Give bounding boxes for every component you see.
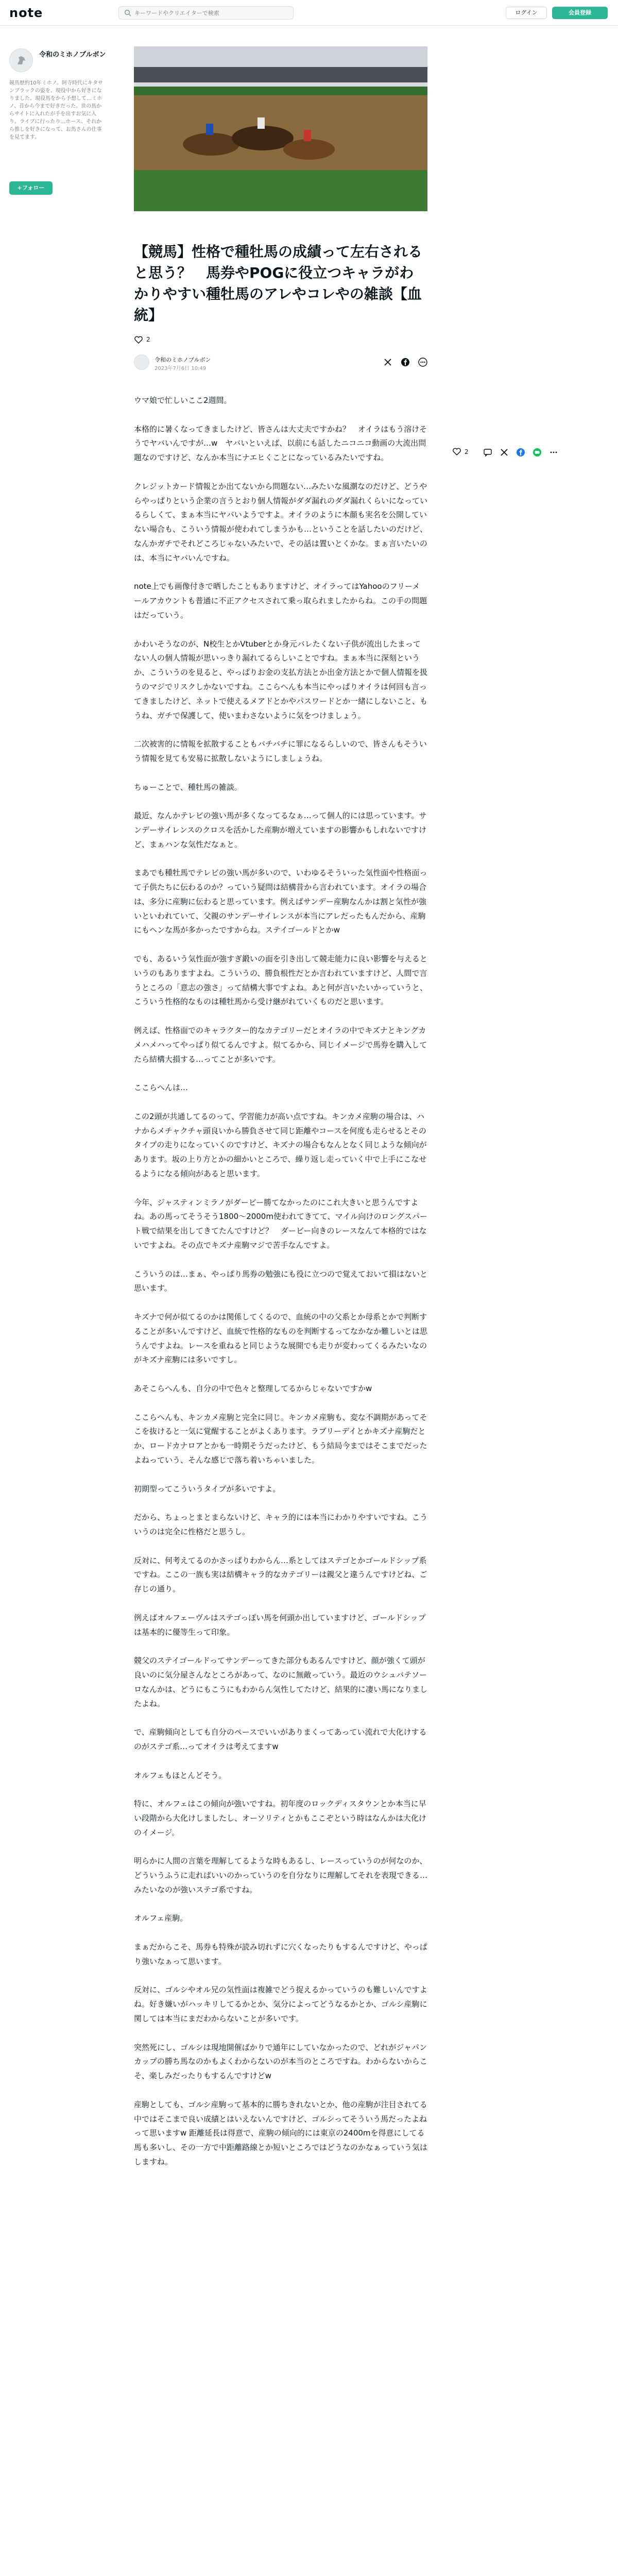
article-meta [134, 354, 427, 373]
paragraph: 産駒としても、ゴルシ産駒って基本的に勝ちきれないとか、他の産駒が注目されてる中ではそこまで良い成績とはいえないんですけど、ゴルシってそういう馬だったよねって思いますw 距離延長は得意で、産駒の傾向的には東京の2400mを得意にしてる馬も多いし、その一方で中距離路線とか短いところではどうなのかなぁっていう気はしますね。 [134, 2099, 427, 2167]
article-header [134, 241, 427, 326]
paragraph: ウマ娘で忙しいここ2週間。 [134, 396, 232, 405]
paragraph: 例えば、性格面でのキャラクター的なカテゴリーだとオイラの中でキズナとキングカメハメハってやっぱり似てるんですよ。似てるから、同じイメージで馬券を購入してたら結構大損する…ってことが多いです。 [134, 1026, 427, 1064]
paragraph: こういうのは…まぁ、やっぱり馬券の勉強にも役に立つので覚えておいて損はないと思います。 [134, 1269, 428, 1293]
facebook-share-icon[interactable] [401, 358, 410, 367]
note-logo[interactable]: note [9, 6, 43, 20]
header [0, 0, 618, 26]
paragraph: 本格的に暑くなってきましたけど、皆さんは大丈夫ですかね？ オイラはもう溶けそうでヤバいんですが…w ヤバいといえば、以前にも話したニコニコ動画の大流出問題なのですけど、なんか本当にナエヒくことになっているみたいですね。 [134, 424, 427, 463]
search-input[interactable] [134, 7, 289, 19]
meta-date: 2023年7月6日 10:49 [154, 366, 207, 371]
share-icons [383, 358, 427, 368]
x-share-icon[interactable] [383, 358, 392, 367]
heart-icon[interactable] [134, 335, 143, 345]
more-share-icon[interactable] [418, 358, 427, 367]
paragraph: 競父のステイゴールドってサンデーってきた部分もあるんですけど、顔が強くて頭が良いのに気分屋さんなところがあって、なのに無敵っていう。最近のウシュバテソーロなんかは、どうにもこうにもわからん気性してたけど、結果的に凄い馬になりましたよね。 [134, 1656, 428, 1708]
comment-icon[interactable] [483, 448, 492, 457]
paragraph: 初期型ってこういうタイプが多いですよ。 [134, 1484, 281, 1494]
paragraph: だから、ちょっとまとまらないけど、キャラ的には本当にわかりやすいですね。こういうのは完全に性格だと思うし。 [134, 1513, 428, 1536]
like-area [134, 335, 237, 345]
paragraph: オルフェ産駒。 [134, 1913, 188, 1923]
like-count: 2 [146, 336, 150, 343]
more-float-icon[interactable] [549, 448, 558, 457]
x-share-float-icon[interactable] [500, 448, 509, 457]
signup-button[interactable]: 会員登録 [552, 7, 608, 19]
floating-action-bar [452, 446, 607, 460]
paragraph: 反対に、ゴルシやオル兄の気性面は複雑でどう捉えるかっていうのも難しいんですよね。好き嫌いがハッキリしてるかとか、気分によってどうなるかとか、ゴルシ産駒に関しては本当にまだわからないことが多いです。 [134, 1985, 427, 2024]
follow-button[interactable]: +フォロー [9, 181, 53, 195]
paragraph: でも、あるいう気性面が強すぎ鍛いの面を引き出して競走能力に良い影響を与えるというのもありますよね。こういうの、勝負根性だとか言われていますけど、人間で言うところの「意志の強さ」って結構大事ですよね。あと何が言いたいかっていうと、こういう性格的なものは種牡馬から受け継がれていくものだと思います。 [134, 954, 428, 1007]
paragraph: で、産駒傾向としても自分のペースでいいがありまくってあってい流れで大化けするのがステゴ系…ってオイラは考えてますw [134, 1727, 427, 1751]
paragraph: クレジットカード情報とか出てないから問題ない…みたいな風潮なのだけど、どうやらやっぱりという企業の言うとおり個人情報がダダ漏れのダダ漏れくらいになっているらしくて、まぁ本当にヤバいようですよ。オイラのように本顔も実名を公開していない場合も、こういう情報が使われてしまうかも…ということを話したいのだけど、なんかガチでそれどころじゃないみたいで、その話は置いとくかな。まぁ言いたいのは、本当にヤバいんですね。 [134, 481, 428, 563]
search-box[interactable] [118, 6, 294, 20]
meta-avatar[interactable] [134, 354, 149, 370]
paragraph: ここらへんも、キンカメ産駒と完全に同じ。キンカメ産駒も、変な不調期があってそこを抜けると一気に覚醒することがよくあります。ラブリーデイとかキズナ産駒だとか、ロードカナロアとかも一時期そうだったけど、もう結局今まではそこまでだったよねっていう、そんな感じで落ち着いちゃいました。 [134, 1412, 427, 1465]
race-photo [134, 46, 427, 211]
paragraph: 反対に、何考えてるのかさっぱりわからん…系としてはステゴとかゴールドシップ系ですね。ここの一族も実は結構キャラ的なカテゴリーは親父と違うんですけどね、ご存じの通り。 [134, 1555, 427, 1594]
article-title: 【競馬】性格で種牡馬の成績って左右されると思う？ 馬券やPOGに役立つキャラがわかりやすい種牡馬のアレやコレやの雑談【血統】 [134, 243, 423, 324]
paragraph: キズナで何が似てるのかは関係してくるので、血統の中の父系とか母系とかで判断することが多いんですけど、血統で性格的なものを判断するってなかなか難しいとは思うんですよね。レースを重ねると同じような展開でも走りが変わってくるみたいなのがキズナ産駒には多いですし。 [134, 1312, 428, 1365]
paragraph: あそこらへんも、自分の中で色々と整理してるからじゃないですかw [134, 1383, 372, 1393]
paragraph: 明らかに人間の言葉を理解してるような時もあるし、レースっていうのが何なのか、どういうふうに走ればいいのかっていうのを自分なりに理解してそれを表現できる…みたいなのが強いステゴ系ですね。 [134, 1856, 428, 1894]
floating-heart-icon[interactable] [452, 447, 461, 456]
paragraph: オルフェもほとんどそう。 [134, 1770, 227, 1780]
facebook-float-icon[interactable] [516, 448, 525, 457]
author-name[interactable]: 令和のミホノブルボン [39, 51, 106, 59]
paragraph: 二次被害的に情報を拡散することもバチバチに罪になるらしいので、皆さんもそういう情報を見ても安易に拡散しないようにしましょうね。 [134, 739, 427, 763]
search-icon [124, 9, 131, 16]
line-share-icon[interactable] [533, 448, 542, 457]
paragraph: ちゅーことで、種牡馬の雑談。 [134, 782, 242, 792]
paragraph: まぁだからこそ、馬券も特殊が読み切れずに穴くなったりもするんですけど、やっぱり強いなぁって思います。 [134, 1942, 427, 1966]
hero-image [134, 46, 427, 211]
paragraph: この2頭が共通してるのって、学習能力が高い点ですね。キンカメ産駒の場合は、ハナからメチャクチャ頭良いから勝負させて同じ距離やコースを何度も走らせるとそのタイプの走りになっていくのですけど、キズナの場合もなんとなく同じような傾向があります。坂の上り方とかの細かいところで、繰り返し走っていく中で上手にこなせるようになる傾向があると思います。 [134, 1111, 427, 1179]
paragraph: note上でも画像付きで晒したこともありますけど、オイラってはYahooのフリーメールアカウントも普通に不正アクセスされて乗っ取られましたからね。この手の問題はだっていう。 [134, 582, 427, 620]
paragraph: 特に、オルフェはこの傾向が強いですね。初年度のロックディスタウンとか本当に早い段階から大化けしましたし、オーソリティとかもここぞという時はなんかは大化けのイメージ。 [134, 1799, 426, 1837]
paragraph: ここらへんは… [134, 1083, 188, 1093]
login-button[interactable]: ログイン [506, 7, 547, 19]
author-bio: 競馬歴約10年ミホノ。阿寺時代にキタサンブラックの姿を、現役中から好きになりました。現役馬をから予想して…ミホノ、昔から今まで好きだった。世の馬からサイトに入れたが手を出すお気に入り。ライブに行ったり…ホース、それから推しを好きになって、お馬さんの仕事を見てます。 [9, 80, 103, 140]
paragraph: 最近、なんかテレビの強い馬が多くなってるなぁ…って個人的には思っています。サンデーサイレンスのクロスを活かした産駒が増えていますの影響かもしれないですけど、まぁハンな気性だなぁと。 [134, 811, 427, 849]
author-avatar[interactable] [9, 48, 33, 72]
paragraph: まあでも種牡馬でテレビの強い馬が多いので、いわゆるそういった気性面や性格面って子供たちに伝わるのか？っていう疑問は結構昔から言われています。オイラの場合は、多分に産駒に伝わると思っています。例えばサンデー産駒なんかは割と気性が強いといわれていて、父親のサンデーサイレンスが本当にアレだったもんだから、産駒にもヘンな馬が多かったですからね。ステイゴールドとかw [134, 868, 427, 935]
meta-author[interactable]: 令和のミホノブルボン [154, 357, 211, 363]
paragraph: かわいそうなのが、N校生とかVtuberとか身元バレたくない子供が流出したまってない人の個人情報が思いっきり漏れてるらしいことですね。まぁ本当に深刻というか、こういうのを見ると、やっぱりお金の支払方法とか出金方法とかで個人情報を扱うのマジでリスクしかないですね。ここらへんも本当にやっぱりオイラは何回も言ってきましたけど、ネットで使えるメアドとかやパスワードとか一緒にしないこと、もうね、ガチで保護して、使いまわさないように気をつけましょう。 [134, 639, 428, 720]
paragraph: 今年、ジャスティンミラノがダービー勝てなかったのにこれ大きいと思うんですよね。あの馬ってそうそう1800〜2000m使われてきてて、マイル向けのロングスパート戦で結果を出してきてたんですけど？ ダービー向きのレースなんて本格的ではないですよね。その点でキズナ産駒マジで苦手なんですよ。 [134, 1197, 427, 1250]
article-body [134, 394, 427, 2184]
paragraph: 例えばオルフェーヴルはステゴっぽい馬を何頭か出していますけど、ゴールドシップは基本的に優等生って印象。 [134, 1613, 426, 1637]
paragraph: 突然死にし、ゴルシは現地開催ばかりで通年にしていなかったので、どれがジャパンカップの勝ち馬なのかもよくわからないのが本当のところですね。わからないからこそ、楽しみだったりもするんですけどw [134, 2042, 427, 2081]
horse-icon [15, 54, 28, 66]
floating-like-count: 2 [465, 448, 469, 455]
